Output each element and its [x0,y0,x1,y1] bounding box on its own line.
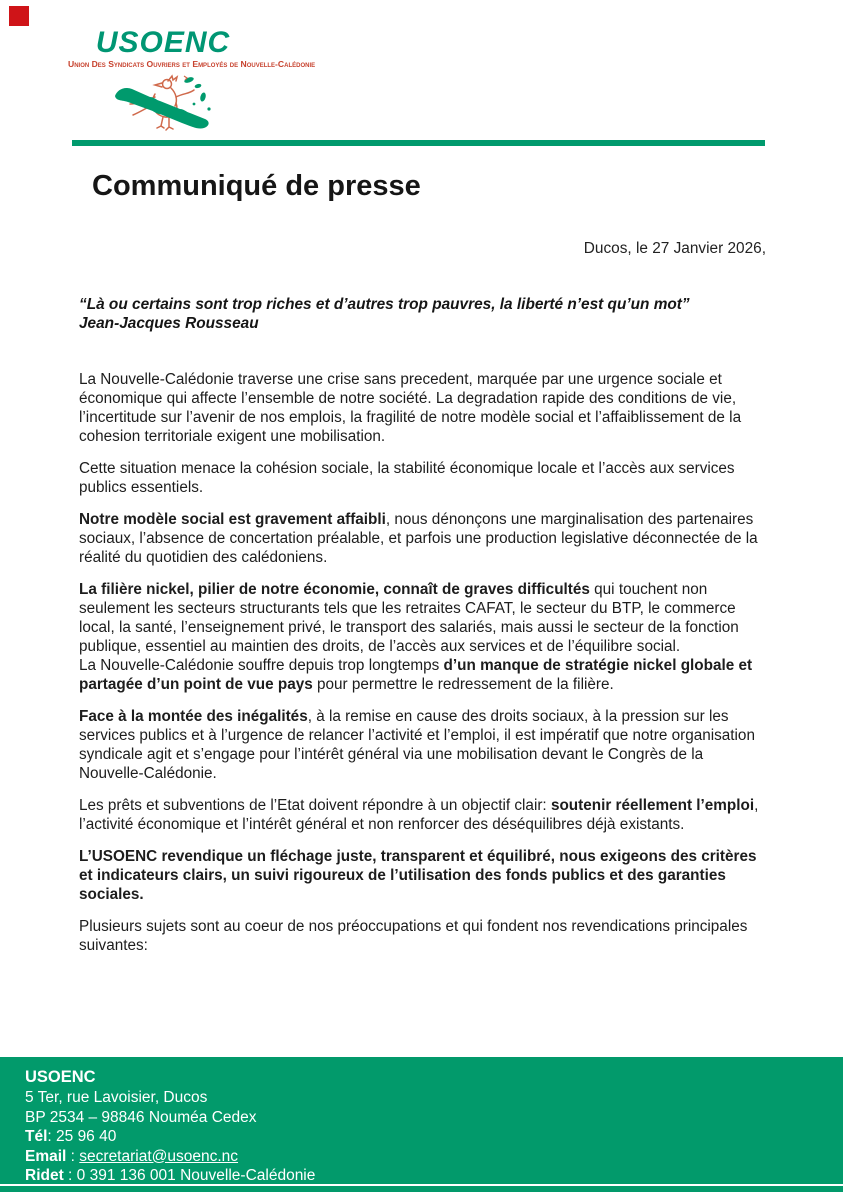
header-divider-rule [72,140,765,146]
body-paragraph [79,510,769,567]
dateline: Ducos, le 27 Janvier 2026, [583,240,766,257]
body-paragraph [79,370,769,446]
body-paragraph [79,580,769,656]
paragraph-text: qui touchent non seulement les secteurs structurants tels que les retraites CAFAT, le secteur du BTP, le commerce local, la santé, l’enseignement privé, le transport des salariés, mais aussi le secteur de la fonction publique, essentiel au maintien des droits, de l’accès aux services et de l’équilibre social. [79,581,739,655]
footer-phone-value: : 25 96 40 [47,1128,117,1145]
paragraph-text: Plusieurs sujets sont au coeur de nos préoccupations et qui fondent nos revendications principales suivantes: [79,918,748,954]
body-paragraph [79,707,769,783]
footer-email-link[interactable]: secretariat@usoenc.nc [79,1147,239,1165]
footer-address-line1: 5 Ter, rue Lavoisier, Ducos [25,1089,208,1106]
footer-email-separator: : [66,1147,80,1165]
paragraph-text: , nous dénonçons une marginalisation des partenaires sociaux, l’absence de concertation préalable, et parfois une production legislative déconnectée de la réalité du quotidien des calédoniens. [79,511,758,566]
usoenc-logo [68,26,316,135]
footer-email-line [25,1147,823,1167]
paragraph-text: La Nouvelle-Calédonie souffre depuis trop longtemps [79,657,444,674]
paragraph-text-bold: L’USOENC revendique un fléchage juste, transparent et équilibré, nous exigeons des critères et indicateurs clairs, un suivi rigoureux de l’utilisation des fonds publics et des garanties sociales. [79,848,757,903]
paragraph-text: Les prêts et subventions de l’Etat doivent répondre à un objectif clair: [79,797,551,814]
footer-ridet-value: : 0 391 136 001 Nouvelle-Calédonie [63,1167,316,1184]
paragraph-text-bold: Notre modèle social est gravement affaibli [79,511,386,528]
paragraph-text: , l’activité économique et l’intérêt général et non renforcer des déséquilibres déjà existants. [79,797,759,833]
body-paragraph [79,796,769,834]
footer-org-name: USOENC [25,1068,96,1086]
paragraph-text: La Nouvelle-Calédonie traverse une crise sans precedent, marquée par une urgence sociale et économique qui affecte l’ensemble de notre société. La degradation rapide des conditions de vie, l’incertitude sur l’avenir de nos emplois, la fragilité de notre modèle social et l’affaiblissement de la cohesion territoriale exigent une mobilisation. [79,371,742,445]
bottom-accent-bar [0,1186,843,1192]
body-paragraph [79,847,769,904]
page-title: Communiqué de presse [92,170,421,202]
paragraph-text-bold: d’un manque de stratégie nickel globale et partagée d’un point de vue pays [79,657,753,693]
paragraph-text-bold: La filière nickel, pilier de notre économie, connaît de graves difficultés [79,581,590,598]
logo-title: USOENC [95,26,231,59]
body-paragraph [79,459,769,497]
paragraph-text-bold: Face à la montée des inégalités [79,708,308,725]
footer-ridet-label: Ridet [25,1167,64,1184]
footer-email-label: Email [25,1147,67,1165]
footer-ridet-line [25,1166,823,1186]
paragraph-text-bold: soutenir réellement l’emploi [550,797,755,814]
bird-island-logo-icon [110,73,228,135]
quote-text: “Là ou certains sont trop riches et d’autres trop pauvres, la liberté n’est qu’un mot” [79,296,690,313]
body-text [79,370,769,968]
footer-phone-line [25,1127,823,1147]
paragraph-text: pour permettre le redressement de la filière. [312,676,614,693]
footer-phone-label: Tél [25,1128,48,1145]
paragraph-text: Cette situation menace la cohésion sociale, la stabilité économique locale et l’accès aux services publics essentiels. [79,460,735,496]
logo-subtitle: Union Des Syndicats Ouvriers et Employés de Nouvelle-Calédonie [68,59,316,69]
quote-author: Jean-Jacques Rousseau [79,314,259,332]
paragraph-text: , à la remise en cause des droits sociaux, à la pression sur les services publics et à l’urgence de relancer l’activité et l’emploi, il est impératif que notre organisation syndicale agit et s’engage pour l’intérêt général via une mobilisation devant le Congrès de la Nouvelle-Calédonie. [79,708,755,782]
body-paragraph [79,917,769,955]
body-paragraph [79,656,769,694]
footer-contact-block [0,1057,843,1184]
footer-address-line2: BP 2534 – 98846 Nouméa Cedex [25,1108,257,1126]
red-corner-marker [9,6,29,26]
quote-block [79,296,769,333]
